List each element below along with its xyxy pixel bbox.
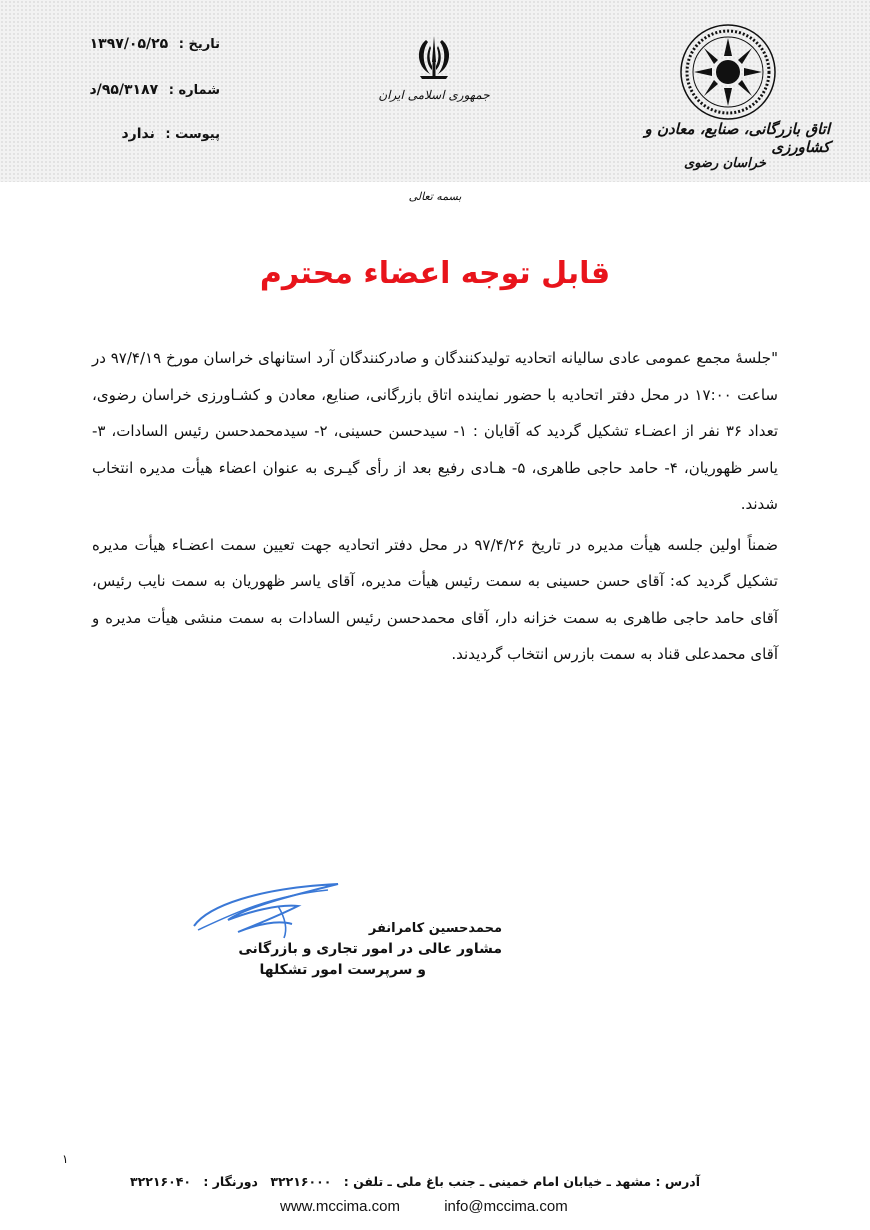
emblem-caption: جمهوری اسلامی ایران bbox=[378, 88, 490, 102]
iran-emblem-block bbox=[376, 32, 492, 102]
number-label: شماره : bbox=[168, 83, 220, 98]
fax-label: دورنگار : bbox=[203, 1174, 258, 1189]
page-title: قابل توجه اعضاء محترم bbox=[259, 256, 611, 291]
number-row bbox=[60, 82, 220, 106]
fax-number: ۳۲۲۱۶۰۴۰ bbox=[129, 1174, 192, 1189]
body-paragraph: ضمناً اولین جلسه هیأت مدیره در تاریخ ۹۷/۴/۲۶ در محل دفتر اتحادیه جهت تعیین سمت اعضـاء هیأت مدیره تشکیل گردید که: آقای حسن حسینی به سمت رئیس هیأت مدیره، آقای یاسر ظهوریان به سمت نایب رئیس، آقای حامد حاجی طاهری به سمت خزانه دار، آقای محمدحسن رئیس السادات به سمت منشی هیأت مدیره و آقای محمدعلی قناد به سمت بازرس انتخاب گردیدند. bbox=[92, 535, 778, 663]
chamber-province: خراسان رضوی bbox=[684, 156, 766, 171]
address-text: آدرس : مشهد ـ خیابان امام خمینی ـ جنب باغ ملی ـ تلفن : bbox=[343, 1174, 700, 1189]
chamber-logo-icon bbox=[678, 22, 778, 122]
signatory-role: و سرپرست امور تشکلها bbox=[259, 962, 426, 978]
footer-address bbox=[100, 1174, 700, 1189]
invocation: بسمه تعالی bbox=[408, 190, 462, 203]
number-value: ۹۵/۳۱۸۷/د bbox=[89, 82, 159, 98]
signatory-name: محمدحسین کامرانفر bbox=[368, 921, 502, 936]
date-label: تاریخ : bbox=[178, 37, 220, 52]
body-paragraph: "جلسهٔ مجمع عمومی عادی سالیانه اتحادیه تولیدکنندگان و صادرکنندگان آرد استانهای خراسان مورخ ۹۷/۴/۱۹ در ساعت ۱۷:۰۰ در محل دفتر اتحادیه با حضور نماینده اتاق بازرگانی، صنایع، معادن و کشـاورزی خراسان رضوی، تعداد ۳۶ نفر از اعضـاء تشکیل گردید که آقایان : ۱- سیدحسن حسینی، ۲- سیدمحمدحسن رئیس السادات، ۳- یاسر ظهوریان، ۴- حامد حاجی طاهری، ۵- هـادی رفیع بعد از رأی گیـری به عنوان اعضاء هیأت مدیره انتخاب شدند. bbox=[92, 349, 779, 513]
letter-body bbox=[92, 340, 778, 677]
attachment-row bbox=[60, 126, 220, 150]
letter-meta bbox=[60, 36, 220, 172]
footer-contacts bbox=[280, 1198, 600, 1215]
phone-number: ۳۲۲۱۶۰۰۰ bbox=[270, 1174, 332, 1189]
attachment-value: ندارد bbox=[121, 126, 155, 142]
email-link[interactable]: info@mccima.com bbox=[444, 1198, 568, 1215]
signatory-block bbox=[210, 918, 502, 981]
iran-emblem-icon bbox=[412, 32, 456, 82]
date-value: ۱۳۹۷/۰۵/۲۵ bbox=[89, 36, 169, 52]
attachment-label: پیوست : bbox=[165, 127, 220, 142]
signatory-role: مشاور عالی در امور تجاری و بازرگانی bbox=[238, 941, 502, 957]
date-row bbox=[60, 36, 220, 60]
chamber-name: اتاق بازرگانی، صنایع، معادن و کشاورزی bbox=[644, 120, 830, 156]
website-link[interactable]: www.mccima.com bbox=[280, 1198, 401, 1215]
page-number: ۱ bbox=[62, 1152, 69, 1166]
